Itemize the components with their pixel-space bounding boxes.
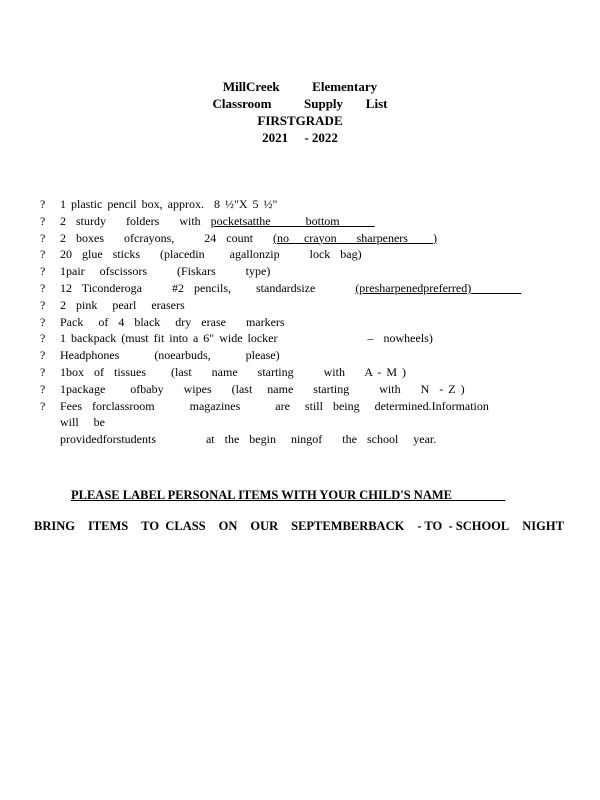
label-notice [71, 488, 531, 503]
list-item [40, 263, 520, 280]
bullet-glyph: ? [40, 364, 46, 379]
grade-label: FIRSTGRADE [257, 113, 343, 128]
document-header [0, 78, 600, 146]
supply-list [40, 196, 520, 448]
item-text: 2 boxes ofcrayons, 24 count [60, 230, 273, 245]
list-item [40, 330, 520, 347]
school-year: 2021 - 2022 [262, 130, 338, 145]
bring-word: ITEMS [87, 519, 129, 533]
list-item-text [60, 213, 520, 230]
list-item [40, 297, 520, 314]
list-item-text [60, 280, 520, 297]
item-text: Fees forclassroom magazines are still being determined.Information will be providedforstudents at the begin ningof the school year. [60, 398, 489, 447]
list-item-text [60, 263, 520, 280]
item-text: 1box of tissues (last name starting with A - M ) [60, 364, 406, 379]
bullet-glyph: ? [40, 381, 46, 396]
list-item-text [60, 196, 520, 213]
item-text: 1pair ofscissors (Fiskars type) [60, 264, 271, 279]
list-title: Classroom Supply List [212, 96, 388, 111]
bring-word: ON [218, 519, 238, 533]
list-item [40, 196, 520, 213]
list-item-text [60, 246, 520, 263]
list-item-text [60, 297, 520, 314]
list-item [40, 398, 520, 448]
item-text: 1package ofbaby wipes (last name starting with N - Z ) [60, 381, 465, 396]
bullet-glyph: ? [40, 247, 46, 262]
label-notice-text: PLEASE LABEL PERSONAL ITEMS WITH YOUR CHILD'S NAME [71, 488, 506, 502]
item-text: 1 plastic pencil box, approx. 8 ½"X 5 ½" [60, 197, 278, 211]
list-item [40, 314, 520, 331]
list-item-text [60, 347, 520, 364]
list-item [40, 364, 520, 381]
bring-word: BRING [34, 519, 75, 533]
school-name: MillCreek Elementary [222, 79, 378, 94]
item-underlined-text: (presharpenedpreferred) [355, 280, 522, 295]
list-item [40, 347, 520, 364]
list-item-text [60, 381, 520, 398]
list-item [40, 213, 520, 230]
item-underlined-text: (no crayon sharpeners ) [272, 230, 437, 245]
bullet-glyph: ? [40, 331, 46, 346]
bring-word: NIGHT [522, 519, 564, 533]
item-text: 12 Ticonderoga #2 pencils, standardsize [60, 280, 356, 295]
item-text: Headphones (noearbuds, please) [60, 348, 280, 363]
bring-word: - TO - SCHOOL [417, 519, 510, 533]
bullet-glyph: ? [40, 314, 46, 329]
list-item-text [60, 398, 520, 448]
bullet-glyph: ? [40, 297, 46, 312]
item-text: 2 sturdy folders with [60, 213, 211, 228]
bring-word: SEPTEMBERBACK [291, 519, 405, 533]
bullet-glyph: ? [40, 264, 46, 279]
list-item-text [60, 364, 520, 381]
item-text: 1 backpack (must fit into a 6" wide locker – nowheels) [60, 331, 433, 346]
bullet-glyph: ? [40, 197, 46, 211]
list-item [40, 381, 520, 398]
item-text: Pack of 4 black dry erase markers [60, 314, 285, 329]
list-item-text [60, 230, 520, 247]
list-item [40, 280, 520, 297]
bring-items-notice [34, 519, 564, 534]
list-item [40, 230, 520, 247]
bring-word: OUR [250, 519, 279, 533]
bullet-glyph: ? [40, 348, 46, 363]
bring-word: TO CLASS [141, 519, 206, 533]
bullet-glyph: ? [40, 398, 46, 413]
item-underlined-text: pocketsatthe bottom [210, 213, 375, 228]
list-item-text [60, 330, 520, 347]
item-text: 2 pink pearl erasers [60, 297, 185, 312]
item-text: 20 glue sticks (placedin agallonzip lock bag) [60, 247, 362, 262]
list-item [40, 246, 520, 263]
list-item-text [60, 314, 520, 331]
bullet-glyph: ? [40, 280, 46, 295]
bullet-glyph: ? [40, 230, 46, 245]
bullet-glyph: ? [40, 213, 46, 228]
